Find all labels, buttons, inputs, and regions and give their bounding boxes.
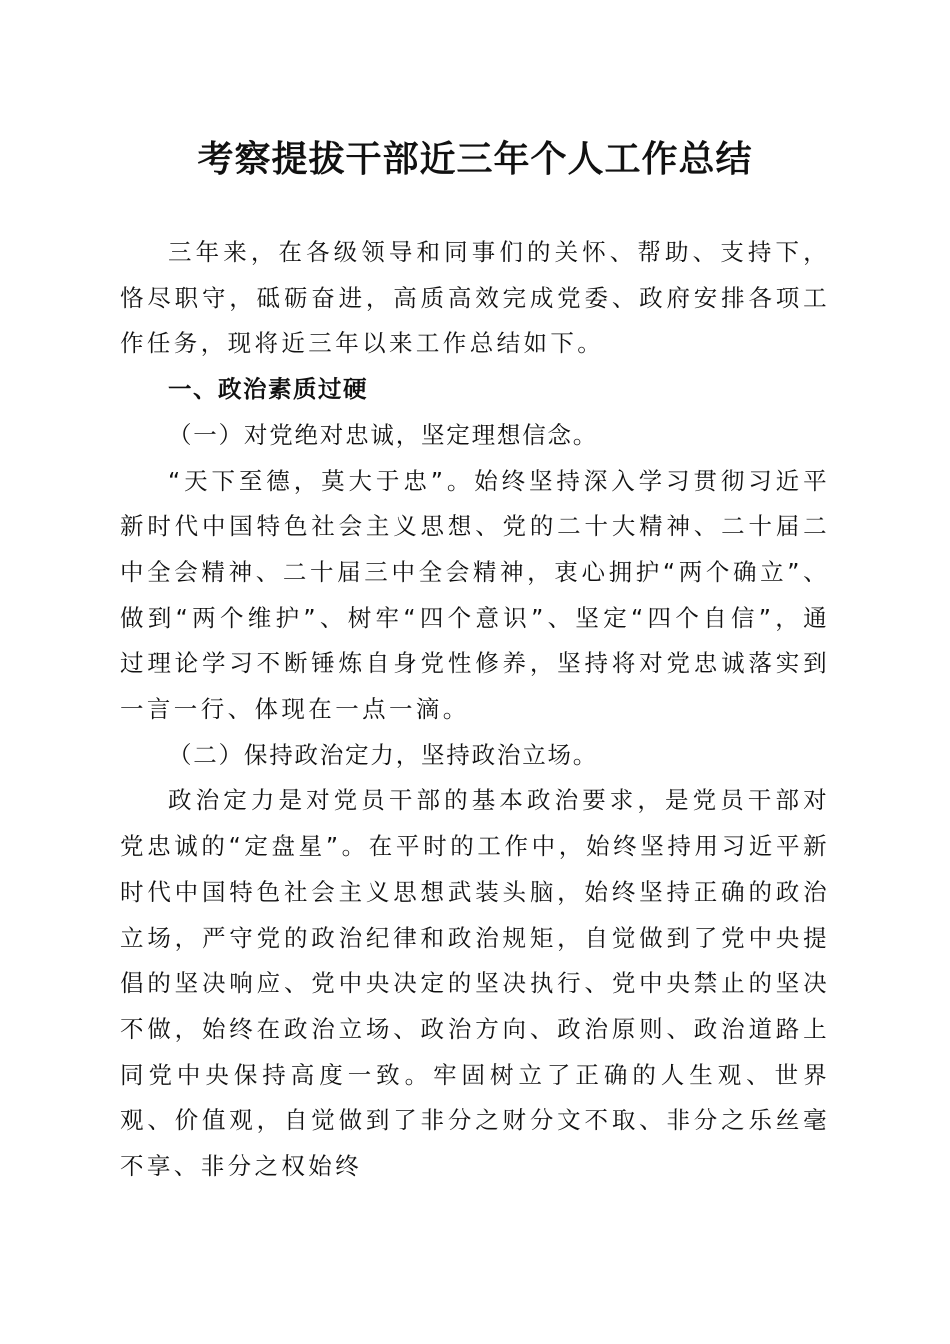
intro-paragraph: 三年来，在各级领导和同事们的关怀、帮助、支持下，恪尽职守，砥砺奋进，高质高效完成党委、政府安排各项工作任务，现将近三年以来工作总结如下。 — [120, 238, 830, 358]
document-title: 考察提拔干部近三年个人工作总结 — [197, 138, 753, 180]
political-stance-paragraph: 政治定力是对党员干部的基本政治要求，是党员干部对党忠诚的“定盘星”。在平时的工作中，始终坚持用习近平新时代中国特色社会主义思想武装头脑，始终坚持正确的政治立场，严守党的政治纪律和政治规矩，自觉做到了党中央提倡的坚决响应、党中央决定的坚决执行、党中央禁止的坚决不做，始终在政治立场、政治方向、政治原则、政治道路上同党中央保持高度一致。牢固树立了正确的人生观、世界观、价值观，自觉做到了非分之财分文不取、非分之乐丝毫不享、非分之权始终 — [120, 786, 830, 1181]
subsection-heading-loyalty: （一）对党绝对忠诚，坚定理想信念。 — [168, 420, 599, 449]
document-body — [120, 230, 830, 1190]
section-heading-political-quality: 一、政治素质过硬 — [168, 375, 368, 404]
subsection-heading-political-stance: （二）保持政治定力，坚持政治立场。 — [168, 740, 599, 769]
loyalty-paragraph: “天下至德，莫大于忠”。始终坚持深入学习贯彻习近平新时代中国特色社会主义思想、党的二十大精神、二十届二中全会精神、二十届三中全会精神，衷心拥护“两个确立”、做到“两个维护”、树牢“四个意识”、坚定“四个自信”，通过理论学习不断锤炼自身党性修养，坚持将对党忠诚落实到一言一行、体现在一点一滴。 — [120, 466, 830, 724]
